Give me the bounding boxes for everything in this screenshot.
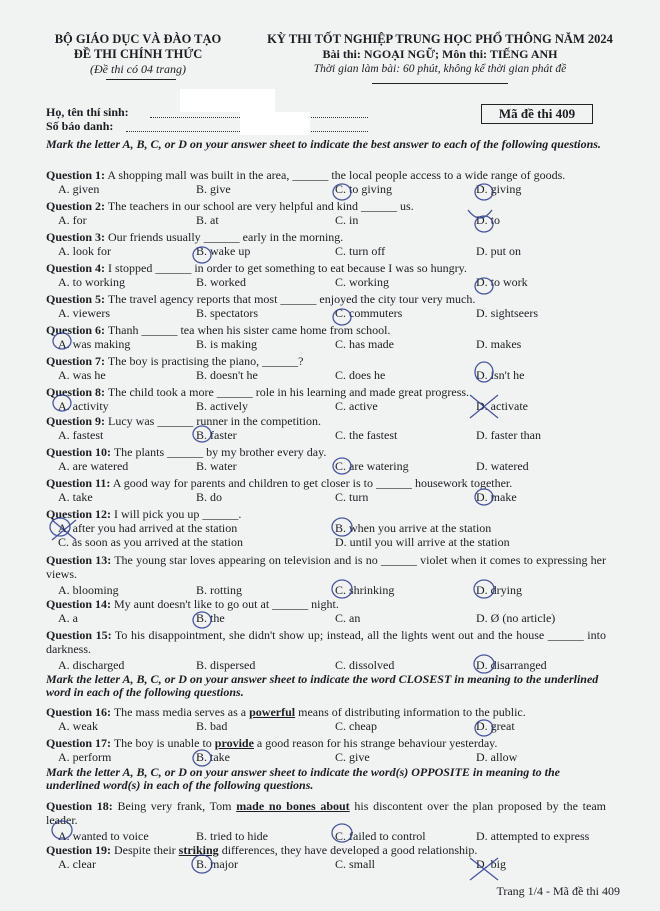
- option-b[interactable]: B. dispersed: [196, 658, 256, 672]
- option-b[interactable]: B. bad: [196, 719, 228, 733]
- question-10: [46, 445, 606, 473]
- option-a[interactable]: A. are watered: [58, 459, 129, 473]
- option-b[interactable]: B. doesn't he: [196, 368, 258, 382]
- option-b[interactable]: B. tried to hide: [196, 829, 268, 843]
- option-c[interactable]: C. an: [335, 611, 361, 625]
- option-d[interactable]: D. makes: [476, 337, 522, 351]
- option-d[interactable]: D. Ø (no article): [476, 611, 556, 625]
- question-19: [46, 843, 606, 871]
- option-a[interactable]: A. was making: [58, 337, 131, 351]
- question-text: I will pick you up ______.: [114, 507, 242, 521]
- question-text: A good way for parents and children to get closer is to ______ housework together.: [112, 476, 513, 490]
- question-text-post: his discontent over the plan proposed by the team leader.: [46, 799, 606, 827]
- header-rule-left: [106, 79, 176, 80]
- underlined-word: provide: [214, 736, 254, 750]
- question-number: Question 19:: [46, 843, 112, 857]
- option-b[interactable]: B. faster: [196, 428, 237, 442]
- question-18: [46, 799, 606, 843]
- option-a[interactable]: A. perform: [58, 750, 112, 764]
- question-number: Question 11:: [46, 476, 111, 490]
- option-b[interactable]: B. the: [196, 611, 225, 625]
- option-c[interactable]: C. to giving: [335, 182, 393, 196]
- question-16: [46, 705, 606, 733]
- option-d[interactable]: D. isn't he: [476, 368, 525, 382]
- question-text: Lucy was ______ runner in the competition.: [108, 414, 321, 428]
- option-d[interactable]: D. watered: [476, 459, 529, 473]
- option-c[interactable]: C. in: [335, 213, 359, 227]
- question-number: Question 2:: [46, 199, 106, 213]
- option-c[interactable]: C. dissolved: [335, 658, 395, 672]
- option-c[interactable]: C. has made: [335, 337, 394, 351]
- question-1: [46, 168, 606, 196]
- option-c[interactable]: C. active: [335, 399, 378, 413]
- option-b[interactable]: B. worked: [196, 275, 246, 289]
- question-number: Question 4:: [46, 261, 106, 275]
- question-text-post: means of distributing information to the public.: [295, 705, 526, 719]
- option-d[interactable]: D. great: [476, 719, 515, 733]
- question-number: Question 7:: [46, 354, 106, 368]
- option-a[interactable]: A. activity: [58, 399, 109, 413]
- question-2: [46, 199, 606, 227]
- question-number: Question 13:: [46, 553, 112, 567]
- question-text: The boy is practising the piano, ______?: [107, 354, 304, 368]
- candidate-name-label: Họ, tên thí sinh:: [46, 105, 129, 119]
- question-3: [46, 230, 606, 258]
- option-c[interactable]: C. are watering: [335, 459, 409, 473]
- exam-time: Thời gian làm bài: 60 phút, không kể thời gian phát đề: [313, 63, 567, 75]
- question-text-pre: Despite their: [114, 843, 179, 857]
- option-b[interactable]: B. wake up: [196, 244, 251, 258]
- question-text-post: a good reason for his strange behaviour yesterday.: [253, 736, 498, 750]
- option-c[interactable]: C. turn: [335, 490, 369, 504]
- option-a[interactable]: A. weak: [58, 719, 98, 733]
- question-text: Our friends usually ______ early in the morning.: [108, 230, 344, 244]
- exam-title: KỲ THI TỐT NGHIỆP TRUNG HỌC PHỔ THÔNG NĂM 2024: [267, 32, 613, 46]
- question-17: [46, 736, 606, 764]
- option-b[interactable]: B. at: [196, 213, 219, 227]
- official-label: ĐỀ THI CHÍNH THỨC: [73, 47, 203, 61]
- option-a[interactable]: A. discharged: [58, 658, 125, 672]
- underlined-phrase: made no bones about: [236, 799, 350, 813]
- question-number: Question 18:: [46, 799, 113, 813]
- option-b[interactable]: B. give: [196, 182, 231, 196]
- exam-code-box: Mã đề thi 409: [481, 104, 593, 124]
- option-d[interactable]: D. make: [476, 490, 517, 504]
- option-a[interactable]: A. take: [58, 490, 93, 504]
- question-number: Question 10:: [46, 445, 112, 459]
- question-11: [46, 476, 606, 504]
- option-b[interactable]: B. rotting: [196, 583, 243, 597]
- option-d[interactable]: D. disarranged: [476, 658, 547, 672]
- option-c[interactable]: C. cheap: [335, 719, 377, 733]
- question-7: [46, 354, 606, 382]
- option-a[interactable]: A. a: [58, 611, 78, 625]
- option-b[interactable]: B. when you arrive at the station: [335, 521, 492, 535]
- pages-note: (Đề thi có 04 trang): [90, 62, 186, 76]
- option-d[interactable]: D. put on: [476, 244, 521, 258]
- option-a[interactable]: A. viewers: [58, 306, 110, 320]
- option-a[interactable]: A. to working: [58, 275, 125, 289]
- option-d[interactable]: D. sightseers: [476, 306, 538, 320]
- question-14: [46, 597, 606, 625]
- question-text: The plants ______ by my brother every day.: [113, 445, 327, 459]
- question-number: Question 9:: [46, 414, 106, 428]
- option-d[interactable]: D. attempted to express: [476, 829, 590, 843]
- option-a[interactable]: A. wanted to voice: [58, 829, 149, 843]
- option-b[interactable]: B. major: [196, 857, 238, 871]
- question-text-pre: Being very frank, Tom: [117, 799, 237, 813]
- header-rule-right: [372, 83, 508, 84]
- option-d[interactable]: D. allow: [476, 750, 518, 764]
- exam-subject: Bài thi: NGOẠI NGỮ; Môn thi: TIẾNG ANH: [322, 47, 558, 61]
- question-number: Question 3:: [46, 230, 106, 244]
- option-c[interactable]: C. failed to control: [335, 829, 426, 843]
- question-6: [46, 323, 606, 351]
- page-footer: Trang 1/4 - Mã đề thi 409: [496, 884, 620, 898]
- option-c[interactable]: C. turn off: [335, 244, 386, 258]
- option-c[interactable]: C. as soon as you arrived at the station: [58, 535, 243, 549]
- question-text: My aunt doesn't like to go out at ______ night.: [114, 597, 339, 611]
- question-number: Question 6:: [46, 323, 106, 337]
- option-d[interactable]: D. to work: [476, 275, 528, 289]
- option-c[interactable]: C. the fastest: [335, 428, 398, 442]
- option-d[interactable]: D. drying: [476, 583, 522, 597]
- option-a[interactable]: A. after you had arrived at the station: [58, 521, 238, 535]
- option-b[interactable]: B. is making: [196, 337, 258, 351]
- option-d[interactable]: D. activate: [476, 399, 528, 413]
- option-a[interactable]: A. for: [58, 213, 87, 227]
- question-13: [46, 553, 606, 597]
- redaction-block: [240, 112, 310, 135]
- question-5: [46, 292, 606, 320]
- question-number: Question 16:: [46, 705, 112, 719]
- instruction-best-answer: Mark the letter A, B, C, or D on your answer sheet to indicate the best answer to each of the following questions.: [46, 137, 601, 151]
- option-b[interactable]: B. spectators: [196, 306, 258, 320]
- question-text: To his disappointment, she didn't show up; instead, all the lights went out and the house ______ into darkness.: [46, 628, 606, 656]
- option-c[interactable]: C. commuters: [335, 306, 403, 320]
- question-text: The teachers in our school are very helpful and kind ______ us.: [107, 199, 414, 213]
- question-text-post: differences, they have developed a good relationship.: [218, 843, 478, 857]
- option-c[interactable]: C. does he: [335, 368, 386, 382]
- option-a[interactable]: A. fastest: [58, 428, 104, 442]
- option-c[interactable]: C. small: [335, 857, 376, 871]
- question-number: Question 15:: [46, 628, 112, 642]
- underlined-word: powerful: [249, 705, 296, 719]
- question-number: Question 1:: [46, 168, 106, 182]
- question-number: Question 14:: [46, 597, 112, 611]
- redaction-block: [180, 89, 275, 112]
- option-a[interactable]: A. blooming: [58, 583, 119, 597]
- option-d[interactable]: D. giving: [476, 182, 522, 196]
- option-b[interactable]: B. water: [196, 459, 237, 473]
- option-b[interactable]: B. take: [196, 750, 230, 764]
- option-b[interactable]: B. do: [196, 490, 223, 504]
- question-text: The travel agency reports that most ______ enjoyed the city tour very much.: [107, 292, 476, 306]
- question-text-pre: The mass media serves as a: [113, 705, 250, 719]
- option-a[interactable]: A. given: [58, 182, 100, 196]
- question-number: Question 17:: [46, 736, 112, 750]
- question-text: Thanh ______ tea when his sister came home from school.: [107, 323, 391, 337]
- question-12: [46, 507, 606, 549]
- option-c[interactable]: C. working: [335, 275, 389, 289]
- question-number: Question 5:: [46, 292, 106, 306]
- candidate-id-label: Số báo danh:: [46, 119, 114, 133]
- option-d[interactable]: D. to: [476, 213, 500, 227]
- option-d[interactable]: D. big: [476, 857, 506, 871]
- option-c[interactable]: C. give: [335, 750, 370, 764]
- ministry-name: BỘ GIÁO DỤC VÀ ĐÀO TẠO: [54, 32, 222, 46]
- underlined-word: striking: [178, 843, 219, 857]
- question-text: A shopping mall was built in the area, ______ the local people access to a wide range of goods.: [107, 168, 566, 182]
- option-c[interactable]: C. shrinking: [335, 583, 395, 597]
- question-number: Question 8:: [46, 385, 106, 399]
- question-text: I stopped ______ in order to get something to eat because I was so hungry.: [108, 261, 467, 275]
- question-text: The child took a more ______ role in his learning and made great progress.: [107, 385, 470, 399]
- question-8: [46, 385, 606, 413]
- instruction-opposite: Mark the letter A, B, C, or D on your answer sheet to indicate the word(s) OPPOSITE in meaning to the underlined word(s) in each of the following questions.: [46, 765, 560, 792]
- option-a[interactable]: A. clear: [58, 857, 96, 871]
- question-text-pre: The boy is unable to: [113, 736, 215, 750]
- option-d[interactable]: D. until you will arrive at the station: [335, 535, 510, 549]
- question-15: [46, 628, 606, 672]
- instruction-closest: Mark the letter A, B, C, or D on your answer sheet to indicate the word CLOSEST in meaning to the underlined word in each of the following questions.: [46, 672, 599, 699]
- option-a[interactable]: A. look for: [58, 244, 111, 258]
- option-b[interactable]: B. actively: [196, 399, 248, 413]
- question-number: Question 12:: [46, 507, 112, 521]
- option-d[interactable]: D. faster than: [476, 428, 541, 442]
- question-4: [46, 261, 606, 289]
- option-a[interactable]: A. was he: [58, 368, 106, 382]
- question-text: The young star loves appearing on television and is no ______ violet when it comes to expressing her views.: [46, 553, 606, 581]
- question-9: [46, 414, 606, 442]
